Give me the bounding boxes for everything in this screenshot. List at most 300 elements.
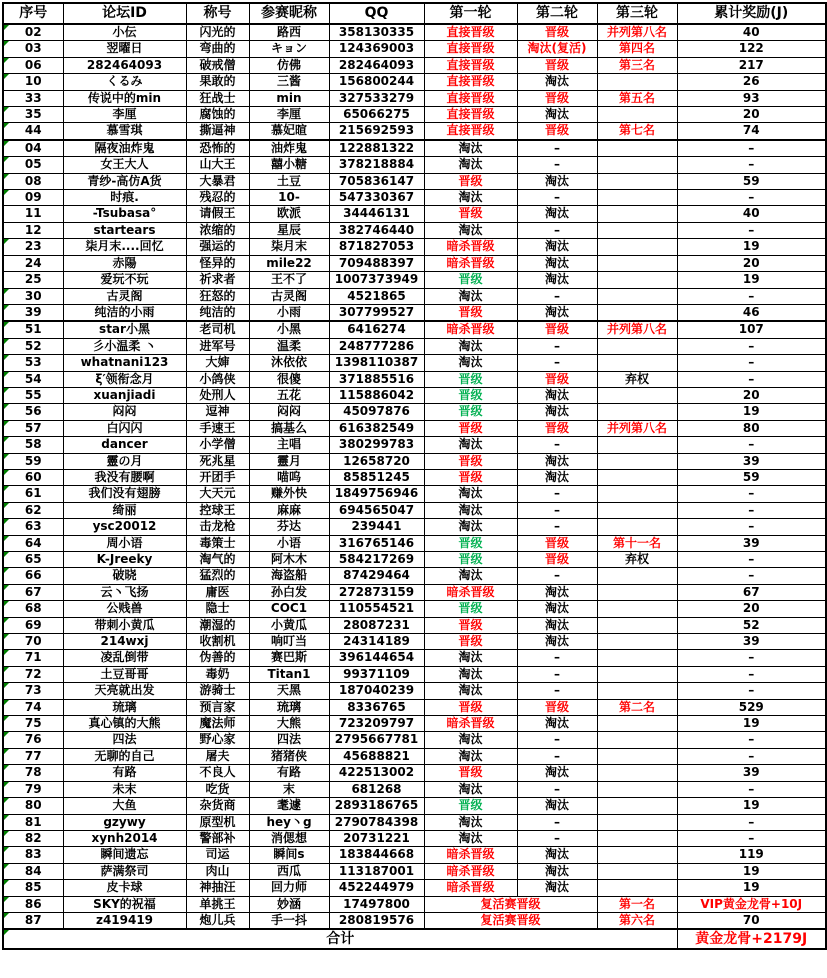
cell-title[interactable] <box>186 814 249 830</box>
cell-title[interactable] <box>186 321 249 338</box>
cell-round3[interactable] <box>597 699 677 715</box>
cell-round3[interactable] <box>597 502 677 518</box>
cell-title[interactable] <box>186 57 249 73</box>
cell-round3[interactable] <box>597 683 677 699</box>
cell-round2[interactable] <box>517 519 597 535</box>
cell-reward[interactable] <box>677 880 826 896</box>
cell-serial[interactable] <box>3 453 63 469</box>
cell-round2[interactable] <box>517 781 597 797</box>
cell-nickname[interactable] <box>249 123 329 140</box>
cell-reward[interactable] <box>677 420 826 436</box>
cell-forum-id[interactable] <box>63 206 186 222</box>
cell-nickname[interactable] <box>249 535 329 551</box>
cell-round2[interactable] <box>517 74 597 90</box>
cell-title[interactable] <box>186 469 249 485</box>
cell-round2[interactable] <box>517 173 597 189</box>
cell-round2[interactable] <box>517 272 597 288</box>
cell-round2[interactable] <box>517 880 597 896</box>
cell-forum-id[interactable] <box>63 222 186 238</box>
cell-reward[interactable] <box>677 437 826 453</box>
cell-round2[interactable] <box>517 732 597 748</box>
cell-title[interactable] <box>186 304 249 321</box>
cell-nickname[interactable] <box>249 765 329 781</box>
cell-serial[interactable] <box>3 699 63 715</box>
cell-serial[interactable] <box>3 107 63 123</box>
cell-nickname[interactable] <box>249 288 329 304</box>
cell-forum-id[interactable] <box>63 863 186 879</box>
cell-round3[interactable] <box>597 798 677 814</box>
cell-qq[interactable] <box>329 173 424 189</box>
cell-title[interactable] <box>186 765 249 781</box>
cell-forum-id[interactable] <box>63 765 186 781</box>
cell-reward[interactable] <box>677 107 826 123</box>
cell-reward[interactable] <box>677 453 826 469</box>
cell-round3[interactable] <box>597 535 677 551</box>
cell-qq[interactable] <box>329 206 424 222</box>
cell-forum-id[interactable] <box>63 552 186 568</box>
cell-reward[interactable] <box>677 732 826 748</box>
cell-forum-id[interactable] <box>63 699 186 715</box>
cell-serial[interactable] <box>3 617 63 633</box>
cell-round2[interactable] <box>517 814 597 830</box>
cell-qq[interactable] <box>329 584 424 600</box>
cell-title[interactable] <box>186 666 249 682</box>
cell-round1[interactable] <box>424 371 517 387</box>
cell-forum-id[interactable] <box>63 847 186 863</box>
cell-reward[interactable] <box>677 650 826 666</box>
cell-nickname[interactable] <box>249 404 329 420</box>
cell-serial[interactable] <box>3 74 63 90</box>
cell-reward[interactable] <box>677 321 826 338</box>
cell-round3[interactable] <box>597 634 677 650</box>
cell-round1[interactable] <box>424 666 517 682</box>
cell-round2[interactable] <box>517 371 597 387</box>
cell-serial[interactable] <box>3 157 63 173</box>
cell-nickname[interactable] <box>249 222 329 238</box>
cell-forum-id[interactable] <box>63 190 186 206</box>
cell-title[interactable] <box>186 716 249 732</box>
cell-round3[interactable] <box>597 123 677 140</box>
cell-round2[interactable] <box>517 748 597 764</box>
cell-title[interactable] <box>186 107 249 123</box>
cell-round2[interactable] <box>517 552 597 568</box>
cell-round2[interactable] <box>517 420 597 436</box>
cell-reward[interactable] <box>677 74 826 90</box>
cell-nickname[interactable] <box>249 486 329 502</box>
cell-title[interactable] <box>186 437 249 453</box>
cell-reward[interactable] <box>677 222 826 238</box>
cell-qq[interactable] <box>329 239 424 255</box>
col-header-serial[interactable]: 序号 <box>3 3 63 24</box>
cell-forum-id[interactable] <box>63 896 186 912</box>
cell-round2[interactable] <box>517 321 597 338</box>
cell-title[interactable] <box>186 24 249 41</box>
cell-forum-id[interactable] <box>63 453 186 469</box>
cell-forum-id[interactable] <box>63 469 186 485</box>
cell-round1[interactable] <box>424 222 517 238</box>
cell-forum-id[interactable] <box>63 239 186 255</box>
cell-serial[interactable] <box>3 288 63 304</box>
cell-round1[interactable] <box>424 24 517 41</box>
cell-round2[interactable] <box>517 601 597 617</box>
cell-nickname[interactable] <box>249 453 329 469</box>
cell-qq[interactable] <box>329 847 424 863</box>
cell-title[interactable] <box>186 552 249 568</box>
cell-round2[interactable] <box>517 469 597 485</box>
cell-title[interactable] <box>186 830 249 846</box>
cell-round1[interactable] <box>424 535 517 551</box>
cell-forum-id[interactable] <box>63 617 186 633</box>
cell-serial[interactable] <box>3 24 63 41</box>
cell-reward[interactable] <box>677 371 826 387</box>
cell-nickname[interactable] <box>249 239 329 255</box>
cell-round2[interactable] <box>517 617 597 633</box>
cell-nickname[interactable] <box>249 716 329 732</box>
cell-forum-id[interactable] <box>63 584 186 600</box>
cell-round1[interactable] <box>424 830 517 846</box>
cell-serial[interactable] <box>3 190 63 206</box>
cell-reward[interactable] <box>677 288 826 304</box>
cell-title[interactable] <box>186 387 249 403</box>
cell-forum-id[interactable] <box>63 272 186 288</box>
cell-round1[interactable] <box>424 617 517 633</box>
cell-forum-id[interactable] <box>63 304 186 321</box>
cell-qq[interactable] <box>329 437 424 453</box>
cell-serial[interactable] <box>3 173 63 189</box>
cell-nickname[interactable] <box>249 584 329 600</box>
cell-serial[interactable] <box>3 371 63 387</box>
cell-forum-id[interactable] <box>63 650 186 666</box>
cell-reward[interactable] <box>677 502 826 518</box>
cell-qq[interactable] <box>329 568 424 584</box>
cell-serial[interactable] <box>3 535 63 551</box>
cell-round1[interactable] <box>424 157 517 173</box>
cell-round1[interactable] <box>424 634 517 650</box>
cell-round2[interactable] <box>517 437 597 453</box>
cell-round1[interactable] <box>424 74 517 90</box>
cell-nickname[interactable] <box>249 896 329 912</box>
cell-qq[interactable] <box>329 502 424 518</box>
cell-round2[interactable] <box>517 338 597 354</box>
cell-serial[interactable] <box>3 338 63 354</box>
cell-round1[interactable] <box>424 90 517 106</box>
cell-nickname[interactable] <box>249 847 329 863</box>
cell-nickname[interactable] <box>249 699 329 715</box>
cell-nickname[interactable] <box>249 272 329 288</box>
cell-reward[interactable] <box>677 387 826 403</box>
cell-round1[interactable] <box>424 748 517 764</box>
cell-forum-id[interactable] <box>63 912 186 929</box>
cell-qq[interactable] <box>329 321 424 338</box>
cell-round3[interactable] <box>597 41 677 57</box>
cell-title[interactable] <box>186 568 249 584</box>
cell-title[interactable] <box>186 748 249 764</box>
cell-forum-id[interactable] <box>63 486 186 502</box>
cell-round3[interactable] <box>597 584 677 600</box>
cell-round2[interactable] <box>517 107 597 123</box>
cell-serial[interactable] <box>3 57 63 73</box>
cell-round3[interactable] <box>597 355 677 371</box>
cell-round1[interactable] <box>424 437 517 453</box>
cell-forum-id[interactable] <box>63 123 186 140</box>
cell-title[interactable] <box>186 683 249 699</box>
cell-forum-id[interactable] <box>63 255 186 271</box>
cell-round1-2-merged[interactable] <box>424 912 597 929</box>
cell-round1[interactable] <box>424 107 517 123</box>
cell-reward[interactable] <box>677 699 826 715</box>
cell-qq[interactable] <box>329 288 424 304</box>
cell-qq[interactable] <box>329 57 424 73</box>
cell-forum-id[interactable] <box>63 535 186 551</box>
cell-qq[interactable] <box>329 896 424 912</box>
cell-serial[interactable] <box>3 140 63 157</box>
cell-title[interactable] <box>186 355 249 371</box>
cell-forum-id[interactable] <box>63 74 186 90</box>
cell-serial[interactable] <box>3 863 63 879</box>
cell-reward[interactable] <box>677 272 826 288</box>
cell-forum-id[interactable] <box>63 814 186 830</box>
cell-round2[interactable] <box>517 863 597 879</box>
cell-round3[interactable] <box>597 288 677 304</box>
cell-qq[interactable] <box>329 519 424 535</box>
cell-round2[interactable] <box>517 650 597 666</box>
cell-serial[interactable] <box>3 568 63 584</box>
cell-round2[interactable] <box>517 847 597 863</box>
cell-reward[interactable] <box>677 830 826 846</box>
cell-qq[interactable] <box>329 24 424 41</box>
cell-forum-id[interactable] <box>63 387 186 403</box>
cell-round2[interactable] <box>517 502 597 518</box>
cell-nickname[interactable] <box>249 814 329 830</box>
cell-nickname[interactable] <box>249 420 329 436</box>
cell-reward[interactable] <box>677 535 826 551</box>
cell-round3[interactable] <box>597 863 677 879</box>
cell-qq[interactable] <box>329 371 424 387</box>
cell-serial[interactable] <box>3 781 63 797</box>
cell-forum-id[interactable] <box>63 502 186 518</box>
col-header-round1[interactable]: 第一轮 <box>424 3 517 24</box>
cell-round3[interactable] <box>597 552 677 568</box>
cell-title[interactable] <box>186 781 249 797</box>
cell-reward[interactable] <box>677 190 826 206</box>
cell-qq[interactable] <box>329 190 424 206</box>
cell-forum-id[interactable] <box>63 748 186 764</box>
cell-qq[interactable] <box>329 732 424 748</box>
cell-round2[interactable] <box>517 765 597 781</box>
cell-round3[interactable] <box>597 814 677 830</box>
cell-qq[interactable] <box>329 486 424 502</box>
cell-round1[interactable] <box>424 355 517 371</box>
cell-round1[interactable] <box>424 863 517 879</box>
cell-round3[interactable] <box>597 239 677 255</box>
cell-forum-id[interactable] <box>63 830 186 846</box>
cell-title[interactable] <box>186 222 249 238</box>
cell-title[interactable] <box>186 190 249 206</box>
cell-reward[interactable] <box>677 519 826 535</box>
col-header-forum-id[interactable]: 论坛ID <box>63 3 186 24</box>
cell-round1[interactable] <box>424 190 517 206</box>
cell-reward[interactable] <box>677 781 826 797</box>
cell-qq[interactable] <box>329 814 424 830</box>
cell-round2[interactable] <box>517 190 597 206</box>
cell-serial[interactable] <box>3 355 63 371</box>
cell-qq[interactable] <box>329 601 424 617</box>
cell-serial[interactable] <box>3 404 63 420</box>
cell-serial[interactable] <box>3 634 63 650</box>
cell-qq[interactable] <box>329 798 424 814</box>
cell-title[interactable] <box>186 584 249 600</box>
cell-qq[interactable] <box>329 355 424 371</box>
cell-nickname[interactable] <box>249 830 329 846</box>
cell-round3[interactable] <box>597 519 677 535</box>
cell-qq[interactable] <box>329 716 424 732</box>
col-header-round3[interactable]: 第三轮 <box>597 3 677 24</box>
cell-nickname[interactable] <box>249 748 329 764</box>
cell-reward[interactable] <box>677 847 826 863</box>
cell-round2[interactable] <box>517 222 597 238</box>
cell-title[interactable] <box>186 371 249 387</box>
cell-reward[interactable] <box>677 814 826 830</box>
cell-forum-id[interactable] <box>63 288 186 304</box>
cell-round3[interactable] <box>597 173 677 189</box>
cell-forum-id[interactable] <box>63 634 186 650</box>
cell-nickname[interactable] <box>249 502 329 518</box>
cell-serial[interactable] <box>3 765 63 781</box>
cell-round3[interactable] <box>597 880 677 896</box>
cell-round1[interactable] <box>424 781 517 797</box>
cell-serial[interactable] <box>3 552 63 568</box>
cell-nickname[interactable] <box>249 206 329 222</box>
cell-forum-id[interactable] <box>63 140 186 157</box>
cell-qq[interactable] <box>329 650 424 666</box>
cell-round3[interactable] <box>597 255 677 271</box>
cell-round1[interactable] <box>424 732 517 748</box>
cell-title[interactable] <box>186 847 249 863</box>
cell-round1[interactable] <box>424 584 517 600</box>
col-header-round2[interactable]: 第二轮 <box>517 3 597 24</box>
cell-nickname[interactable] <box>249 863 329 879</box>
cell-title[interactable] <box>186 535 249 551</box>
cell-forum-id[interactable] <box>63 57 186 73</box>
cell-nickname[interactable] <box>249 140 329 157</box>
col-header-qq[interactable]: QQ <box>329 3 424 24</box>
cell-title[interactable] <box>186 617 249 633</box>
cell-serial[interactable] <box>3 584 63 600</box>
cell-round1[interactable] <box>424 41 517 57</box>
cell-round1[interactable] <box>424 140 517 157</box>
cell-round2[interactable] <box>517 798 597 814</box>
cell-forum-id[interactable] <box>63 732 186 748</box>
cell-reward[interactable] <box>677 896 826 912</box>
cell-reward[interactable] <box>677 173 826 189</box>
cell-qq[interactable] <box>329 765 424 781</box>
cell-qq[interactable] <box>329 74 424 90</box>
cell-serial[interactable] <box>3 420 63 436</box>
cell-serial[interactable] <box>3 255 63 271</box>
cell-nickname[interactable] <box>249 552 329 568</box>
col-header-nickname[interactable]: 参赛昵称 <box>249 3 329 24</box>
cell-serial[interactable] <box>3 896 63 912</box>
cell-serial[interactable] <box>3 732 63 748</box>
cell-reward[interactable] <box>677 716 826 732</box>
cell-serial[interactable] <box>3 880 63 896</box>
cell-nickname[interactable] <box>249 157 329 173</box>
cell-round1[interactable] <box>424 469 517 485</box>
cell-title[interactable] <box>186 41 249 57</box>
cell-total-reward[interactable] <box>677 929 826 949</box>
cell-round2[interactable] <box>517 239 597 255</box>
cell-serial[interactable] <box>3 830 63 846</box>
cell-round3[interactable] <box>597 912 677 929</box>
cell-qq[interactable] <box>329 912 424 929</box>
cell-round1[interactable] <box>424 519 517 535</box>
cell-qq[interactable] <box>329 617 424 633</box>
cell-round3[interactable] <box>597 765 677 781</box>
cell-title[interactable] <box>186 502 249 518</box>
cell-qq[interactable] <box>329 90 424 106</box>
cell-round3[interactable] <box>597 748 677 764</box>
cell-round2[interactable] <box>517 568 597 584</box>
cell-qq[interactable] <box>329 699 424 715</box>
cell-round2[interactable] <box>517 123 597 140</box>
cell-forum-id[interactable] <box>63 90 186 106</box>
cell-qq[interactable] <box>329 683 424 699</box>
cell-round3[interactable] <box>597 453 677 469</box>
cell-round3[interactable] <box>597 157 677 173</box>
cell-serial[interactable] <box>3 272 63 288</box>
cell-round1[interactable] <box>424 304 517 321</box>
cell-round3[interactable] <box>597 650 677 666</box>
cell-serial[interactable] <box>3 666 63 682</box>
cell-forum-id[interactable] <box>63 355 186 371</box>
cell-title[interactable] <box>186 206 249 222</box>
cell-round1[interactable] <box>424 272 517 288</box>
cell-forum-id[interactable] <box>63 157 186 173</box>
cell-qq[interactable] <box>329 666 424 682</box>
cell-serial[interactable] <box>3 437 63 453</box>
cell-forum-id[interactable] <box>63 716 186 732</box>
cell-reward[interactable] <box>677 552 826 568</box>
cell-nickname[interactable] <box>249 601 329 617</box>
cell-qq[interactable] <box>329 272 424 288</box>
cell-forum-id[interactable] <box>63 107 186 123</box>
cell-forum-id[interactable] <box>63 338 186 354</box>
cell-reward[interactable] <box>677 255 826 271</box>
cell-round1[interactable] <box>424 404 517 420</box>
cell-serial[interactable] <box>3 847 63 863</box>
cell-nickname[interactable] <box>249 90 329 106</box>
cell-reward[interactable] <box>677 912 826 929</box>
cell-round3[interactable] <box>597 666 677 682</box>
cell-title[interactable] <box>186 272 249 288</box>
cell-nickname[interactable] <box>249 190 329 206</box>
cell-title[interactable] <box>186 140 249 157</box>
cell-round2[interactable] <box>517 288 597 304</box>
cell-nickname[interactable] <box>249 107 329 123</box>
cell-reward[interactable] <box>677 666 826 682</box>
cell-round2[interactable] <box>517 41 597 57</box>
cell-qq[interactable] <box>329 863 424 879</box>
cell-round3[interactable] <box>597 190 677 206</box>
cell-reward[interactable] <box>677 404 826 420</box>
cell-round3[interactable] <box>597 222 677 238</box>
cell-round3[interactable] <box>597 304 677 321</box>
cell-title[interactable] <box>186 157 249 173</box>
cell-reward[interactable] <box>677 486 826 502</box>
cell-forum-id[interactable] <box>63 666 186 682</box>
cell-serial[interactable] <box>3 650 63 666</box>
cell-round3[interactable] <box>597 617 677 633</box>
